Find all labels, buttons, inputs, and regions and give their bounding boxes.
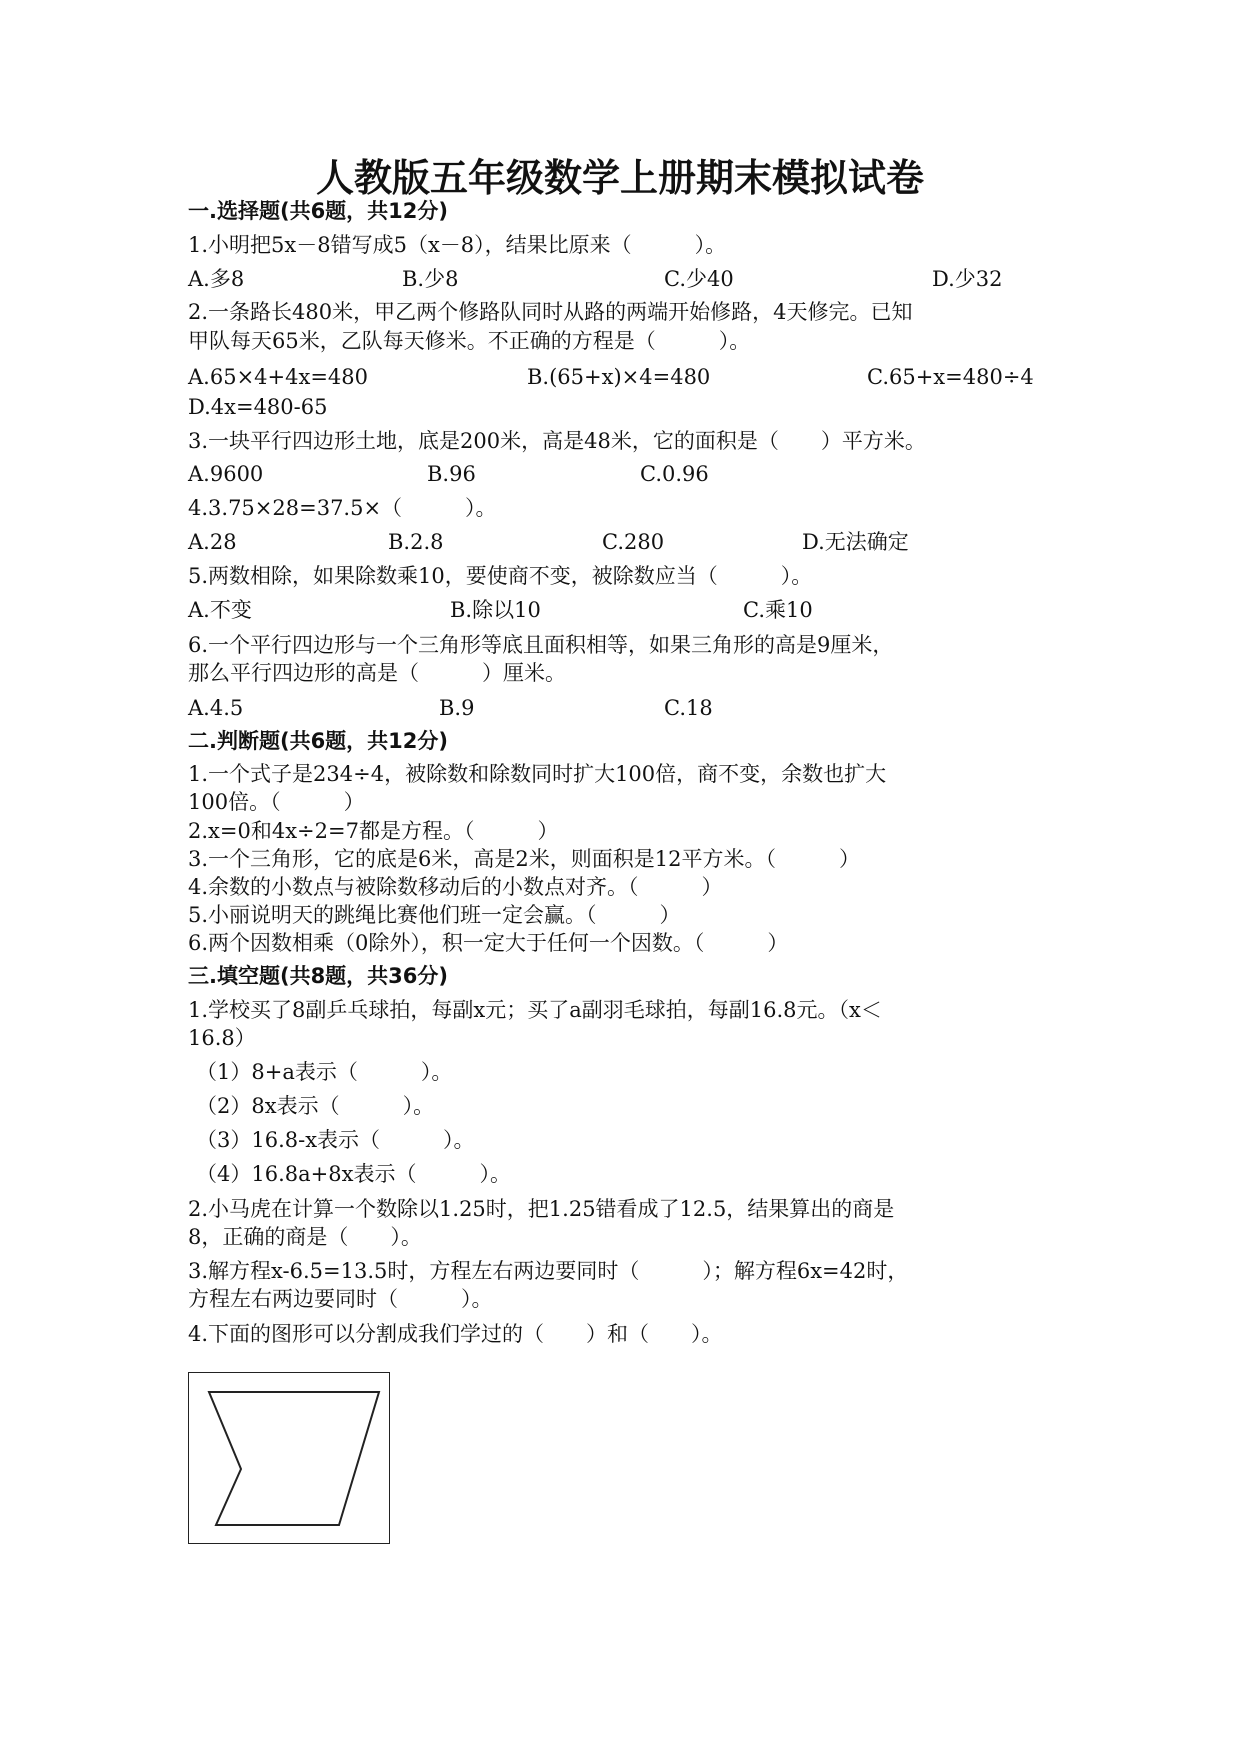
option-c: C.280 [602,530,665,554]
option-b: B.9 [439,696,475,720]
page-title: 人教版五年级数学上册期末模拟试卷 [315,155,924,200]
option-a: A.4.5 [188,696,244,720]
fill-1-sub-4: （4）16.8a+8x表示（ ）。 [196,1162,511,1186]
fill-3-line-1: 3.解方程x-6.5=13.5时，方程左右两边要同时（ ）；解方程6x=42时， [188,1259,909,1283]
question-2-line-1: 2.一条路长480米，甲乙两个修路队同时从路的两端开始修路，4天修完。已知 [188,300,913,324]
option-d: D.4x=480-65 [188,395,328,419]
option-a: A.多8 [188,267,245,291]
judgement-5: 5.小丽说明天的跳绳比赛他们班一定会赢。（ ） [188,903,681,927]
option-c: C.18 [664,696,713,720]
option-d: D.无法确定 [802,530,909,554]
option-c: C.少40 [664,267,734,291]
composite-shape-figure [189,1373,389,1543]
fill-4-text: 4.下面的图形可以分割成我们学过的（ ）和（ ）。 [188,1322,723,1346]
fill-1-sub-3: （3）16.8-x表示（ ）。 [196,1128,475,1152]
judgement-1-line-1: 1.一个式子是234÷4，被除数和除数同时扩大100倍，商不变，余数也扩大 [188,762,887,786]
option-a: A.不变 [188,598,252,622]
question-4-text: 4.3.75×28=37.5×（ ）。 [188,496,497,520]
figure-frame [188,1372,390,1544]
option-d: D.少32 [932,267,1003,291]
option-c: C.65+x=480÷4 [867,365,1034,389]
fill-2-line-2: 8，正确的商是（ ）。 [188,1225,422,1249]
question-6-line-2: 那么平行四边形的高是（ ）厘米。 [188,661,566,685]
fill-1-line-1: 1.学校买了8副乒乓球拍，每副x元；买了a副羽毛球拍，每副16.8元。（x＜ [188,998,882,1022]
judgement-1-line-2: 100倍。（ ） [188,790,365,814]
option-c: C.乘10 [743,598,813,622]
question-6-line-1: 6.一个平行四边形与一个三角形等底且面积相等，如果三角形的高是9厘米， [188,633,894,657]
judgement-4: 4.余数的小数点与被除数移动后的小数点对齐。（ ） [188,875,723,899]
option-b: B.少8 [402,267,459,291]
option-a: A.9600 [188,462,264,486]
question-3-text: 3.一块平行四边形土地，底是200米，高是48米，它的面积是（ ）平方米。 [188,429,926,453]
judgement-3: 3.一个三角形，它的底是6米，高是2米，则面积是12平方米。（ ） [188,847,860,871]
section-heading-fill-blank: 三.填空题(共8题，共36分) [188,964,449,988]
judgement-2: 2.x=0和4x÷2=7都是方程。（ ） [188,819,559,843]
option-a: A.28 [188,530,237,554]
option-b: B.96 [427,462,476,486]
question-2-line-2: 甲队每天65米，乙队每天修米。不正确的方程是（ ）。 [188,329,751,353]
fill-1-sub-1: （1）8+a表示（ ）。 [196,1060,453,1084]
option-b: B.(65+x)×4=480 [527,365,711,389]
fill-3-line-2: 方程左右两边要同时（ ）。 [188,1287,493,1311]
option-b: B.2.8 [388,530,444,554]
option-a: A.65×4+4x=480 [188,365,368,389]
question-1-text: 1.小明把5x－8错写成5（x－8），结果比原来（ ）。 [188,233,727,257]
fill-2-line-1: 2.小马虎在计算一个数除以1.25时，把1.25错看成了12.5，结果算出的商是 [188,1197,895,1221]
option-b: B.除以10 [450,598,541,622]
fill-1-sub-2: （2）8x表示（ ）。 [196,1094,435,1118]
judgement-6: 6.两个因数相乘（0除外），积一定大于任何一个因数。（ ） [188,931,789,955]
fill-1-line-2: 16.8） [188,1026,256,1050]
section-heading-choice: 一.选择题(共6题，共12分) [188,199,449,223]
question-5-text: 5.两数相除，如果除数乘10，要使商不变，被除数应当（ ）。 [188,564,813,588]
section-heading-judgement: 二.判断题(共6题，共12分) [188,729,449,753]
option-c: C.0.96 [640,462,709,486]
